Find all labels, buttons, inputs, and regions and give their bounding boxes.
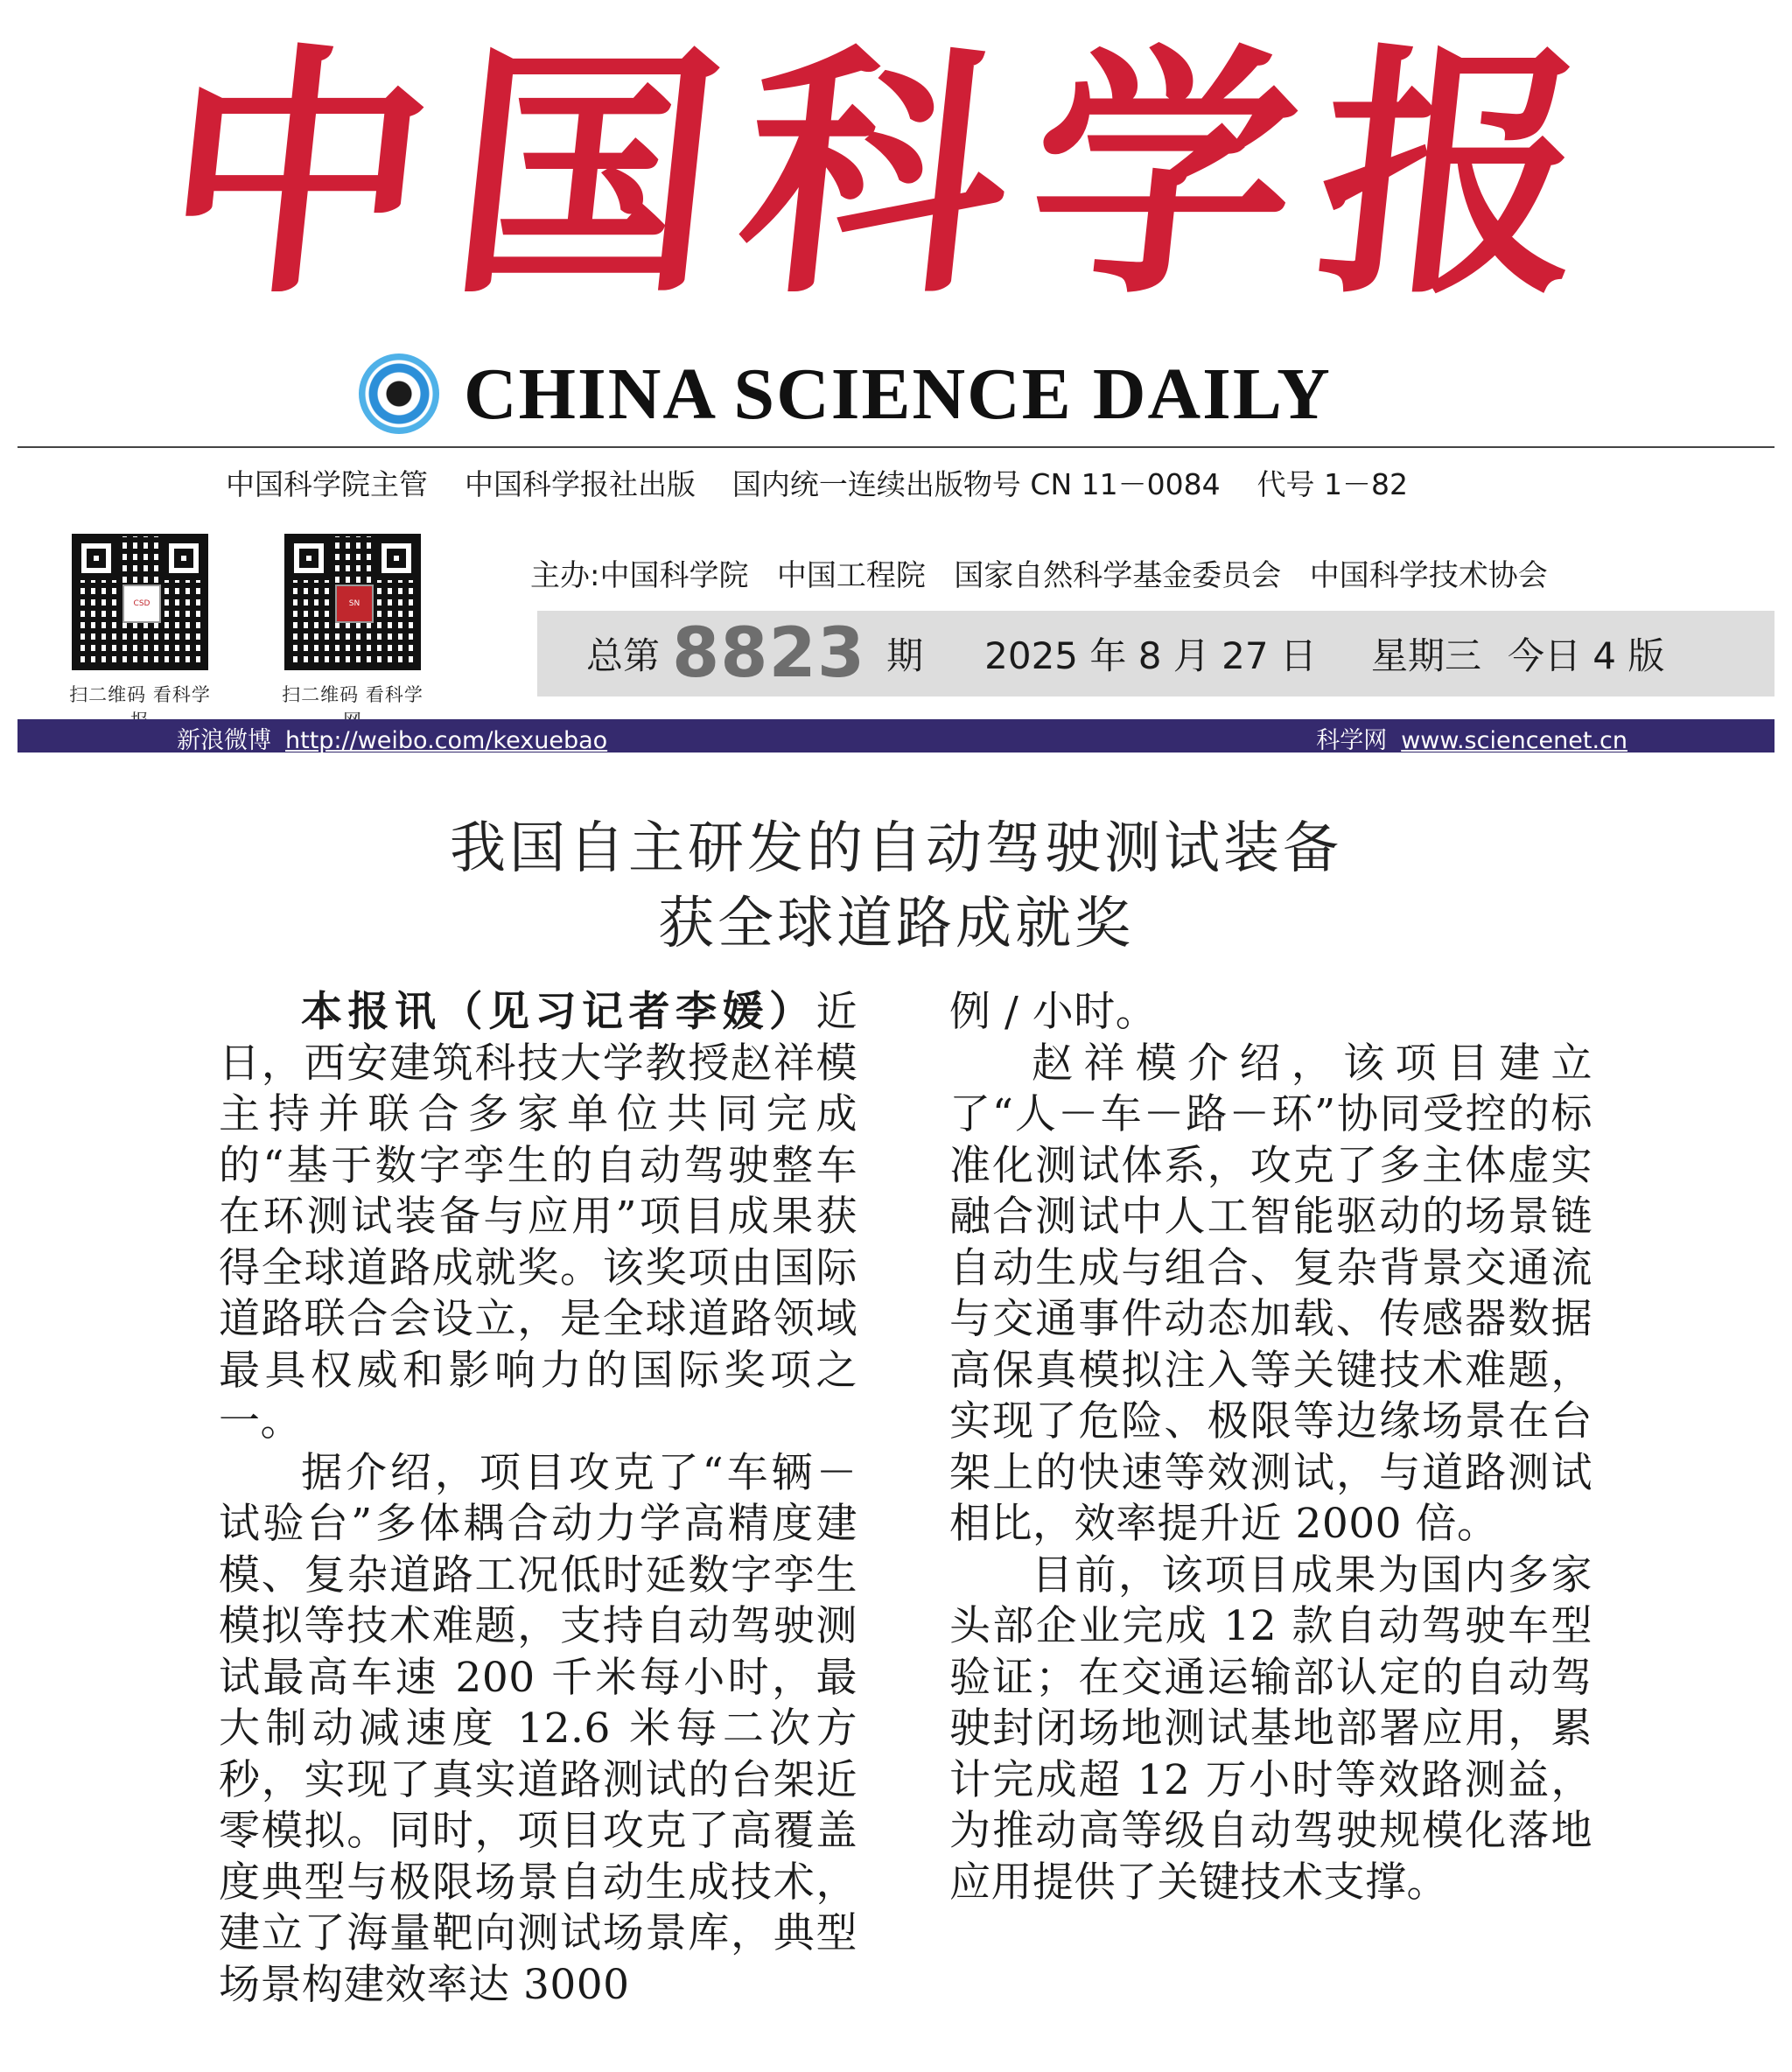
sciencenet-label: 科学网 [1316,727,1388,754]
qr-block-sciencenet[interactable] [278,534,427,733]
masthead-english-row [359,346,1332,442]
issue-page-count: 今日 4 版 [1507,634,1665,677]
masthead-chinese-title [150,18,1600,332]
article-paragraph [219,987,858,1448]
weibo-label: 新浪微博 [177,727,271,754]
masthead-char: 科 [727,20,1023,329]
qr-logo-icon: CSD [122,584,161,623]
publication-info: 中国科学院主管 中国科学报社出版 国内统一连续出版物号 CN 11－0084 代号 1－82 [226,467,1409,501]
issue-bar [537,611,1774,696]
sciencenet-link-group [1316,721,1628,755]
qr-logo-icon: SN [335,584,374,623]
weibo-link[interactable]: http://weibo.com/kexuebao [285,727,608,754]
masthead-char: 学 [1016,20,1312,329]
issue-suffix: 期 [886,634,924,677]
sciencenet-link[interactable]: www.sciencenet.cn [1401,727,1628,754]
article-headline-line1: 我国自主研发的自动驾驶测试装备 [450,816,1342,881]
article-byline: 本报讯（见习记者李媛） [301,988,816,1036]
article-paragraph: 赵祥模介绍，该项目建立了“人－车－路－环”协同受控的标准化测试体系，攻克了多主体虚实融合测试中人工智能驱动的场景链自动生成与组合、复杂背景交通流与交通事件动态加载、传感器数据高保真模拟注入等关键技术难题，实现了危险、极限等边缘场景在台架上的快速等效测试，与道路测试相比，效率提升近 2000 倍。 [949,1039,1592,1548]
masthead-char: 中 [150,20,445,329]
article-paragraph-continued: 例 / 小时。 [949,988,1158,1036]
qr-caption: 扫二维码 看科学 [282,684,424,705]
issue-number: 8823 [672,614,866,693]
masthead-char: 国 [438,20,734,329]
weibo-link-group [177,721,607,755]
article-paragraph: 目前，该项目成果为国内多家头部企业完成 12 款自动驾驶车型验证；在交通运输部认定的自动驾驶封闭场地测试基地部署应用，累计完成超 12 万小时等效路测益，为推动高等级自动驾驶规模化落地应用提供了关键技术支撑。 [949,1550,1592,1907]
logo-emblem-icon [359,354,439,434]
masthead-divider [18,446,1774,448]
issue-prefix: 总第 [586,634,661,677]
issue-weekday: 星期三 [1370,634,1481,677]
qr-code-icon[interactable] [72,534,208,670]
article-headline-line2: 获全球道路成就奖 [658,892,1134,956]
link-bar [18,719,1774,752]
article-paragraph: 据介绍，项目攻克了“车辆－试验台”多体耦合动力学高精度建模、复杂道路工况低时延数字孪生模拟等技术难题，支持自动驾驶测试最高车速 200 千米每小时，最大制动减速度 12.6 米每二次方秒，实现了真实道路测试的台架近零模拟。同时，项目攻克了高覆盖度典型与极限场景自动生成技术，建立了海量靶向测试场景库，典型场景构建效率达 3000 [219,1448,858,2009]
issue-date: 2025 年 8 月 27 日 [984,634,1317,677]
qr-caption: 扫二维码 看科学 [69,684,211,705]
qr-block-newspaper[interactable] [66,534,214,733]
masthead-english-title: CHINA SCIENCE DAILY [464,353,1332,435]
article-column-right [949,987,1592,1908]
qr-code-icon[interactable] [284,534,421,670]
article-column-left [219,987,858,2011]
sponsors-line: 主办:中国科学院 中国工程院 国家自然科学基金委员会 中国科学技术协会 [530,558,1548,593]
masthead-char: 报 [1305,20,1600,329]
paragraph-text: 近日，西安建筑科技大学教授赵祥模主持并联合多家单位共同完成的“基于数字孪生的自动驾驶整车在环测试装备与应用”项目成果获得全球道路成就奖。该奖项由国际道路联合会设立，是全球道路领域最具权威和影响力的国际奖项之一。 [219,988,858,1446]
